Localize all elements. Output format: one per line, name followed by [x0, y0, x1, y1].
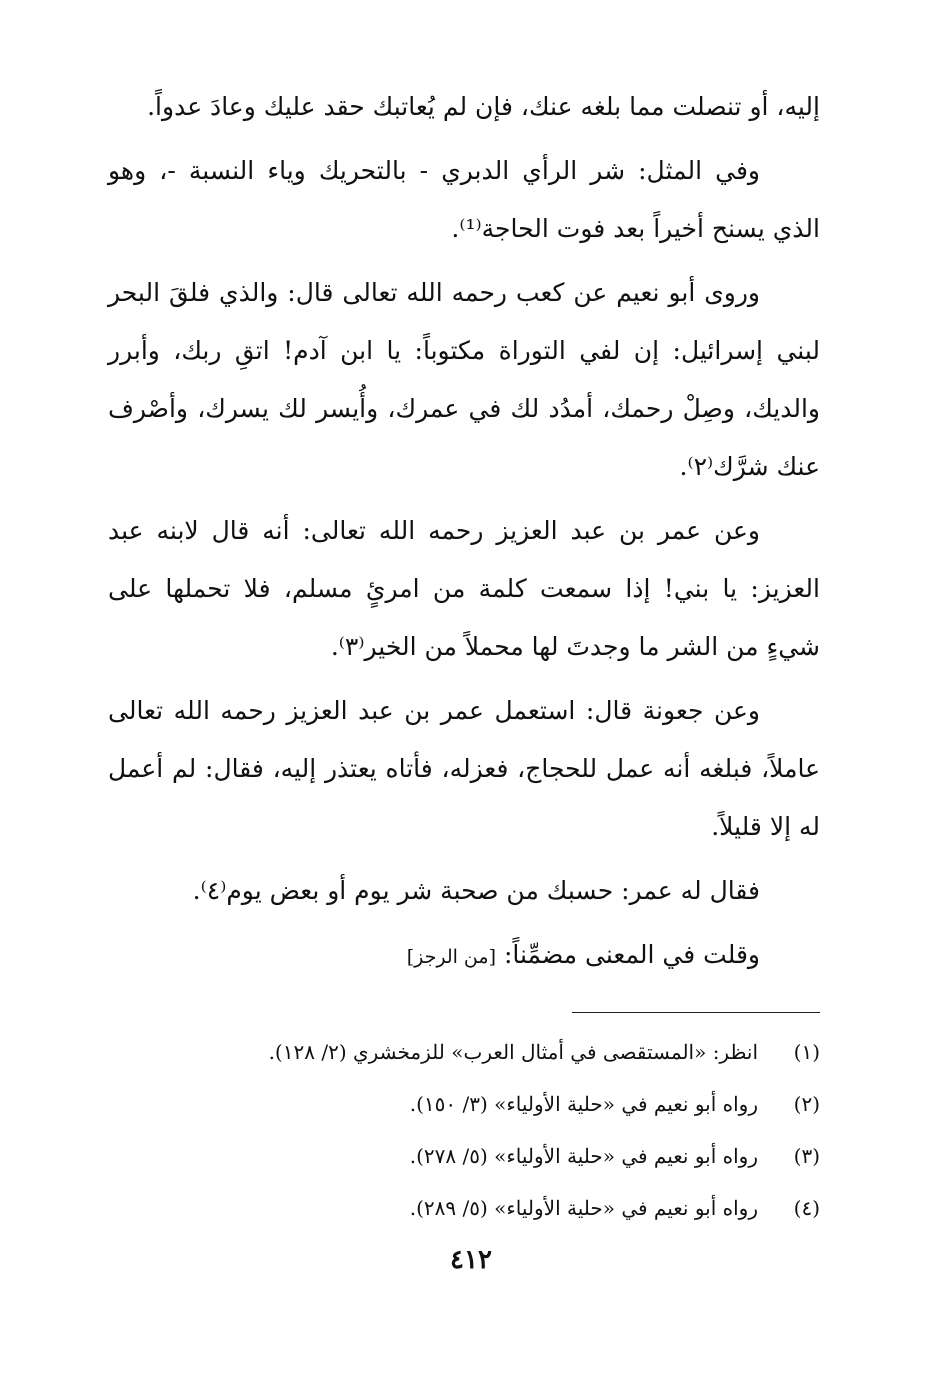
main-text [108, 78, 820, 986]
verse-intro [108, 926, 820, 986]
footnote-1 [140, 1030, 820, 1082]
footnote-number: (٢) [793, 1092, 820, 1116]
footnote-separator [572, 1012, 820, 1013]
footnote-2 [140, 1082, 820, 1134]
paragraph-3: وروى أبو نعيم عن كعب رحمه الله تعالى قال: والذي فلقَ البحر لبني إسرائيل: إن لفي التوراة مكتوباً: يا ابن آدم! اتقِ ربك، وأبرر والديك، وصِلْ رحمك، أمدُد لك في عمرك، وأُيسر لك يسرك، وأصْرف عنك شرَّك⁽٢⁾. [108, 278, 820, 481]
paragraph-5: وعن جعونة قال: استعمل عمر بن عبد العزيز رحمه الله تعالى عاملاً، فبلغه أنه عمل للحجاج، فعزله، فأتاه يعتذر إليه، فقال: لم أعمل له إلا قليلاً. [108, 696, 820, 841]
footnote-text: رواه أبو نعيم في «حلية الأولياء» (٥/ ٢٨٩). [409, 1196, 758, 1220]
footnote-text: رواه أبو نعيم في «حلية الأولياء» (٥/ ٢٧٨). [409, 1144, 758, 1168]
verse-intro-text: وقلت في المعنى مضمِّناً: [503, 940, 760, 969]
paragraph-2: وفي المثل: شر الرأي الدبري - بالتحريك وياء النسبة -، وهو الذي يسنح أخيراً بعد فوت الحاجة⁽¹⁾. [108, 156, 820, 243]
footnote-number: (١) [793, 1040, 820, 1064]
paragraph-1: إليه، أو تنصلت مما بلغه عنك، فإن لم يُعاتبك حقد عليك وعادَ عدواً. [147, 92, 820, 121]
footnote-number: (٤) [793, 1196, 820, 1220]
page-number: ٤١٢ [450, 1245, 492, 1275]
footnote-3 [140, 1134, 820, 1186]
paragraph-6: فقال له عمر: حسبك من صحبة شر يوم أو بعض يوم⁽٤⁾. [192, 876, 760, 905]
verse-meter-tag: [من الرجز] [406, 946, 496, 968]
footnotes [140, 1030, 820, 1238]
footnote-text: انظر: «المستقصى في أمثال العرب» للزمخشري (٢/ ١٢٨). [268, 1040, 758, 1064]
footnote-text: رواه أبو نعيم في «حلية الأولياء» (٣/ ١٥٠). [409, 1092, 758, 1116]
footnote-4 [140, 1186, 820, 1238]
paragraph-4: وعن عمر بن عبد العزيز رحمه الله تعالى: أنه قال لابنه عبد العزيز: يا بني! إذا سمعت كلمة من امرئٍ مسلم، فلا تحملها على شيءٍ من الشر ما وجدتَ لها محملاً من الخير⁽٣⁾. [108, 516, 820, 661]
footnote-number: (٣) [793, 1144, 820, 1168]
